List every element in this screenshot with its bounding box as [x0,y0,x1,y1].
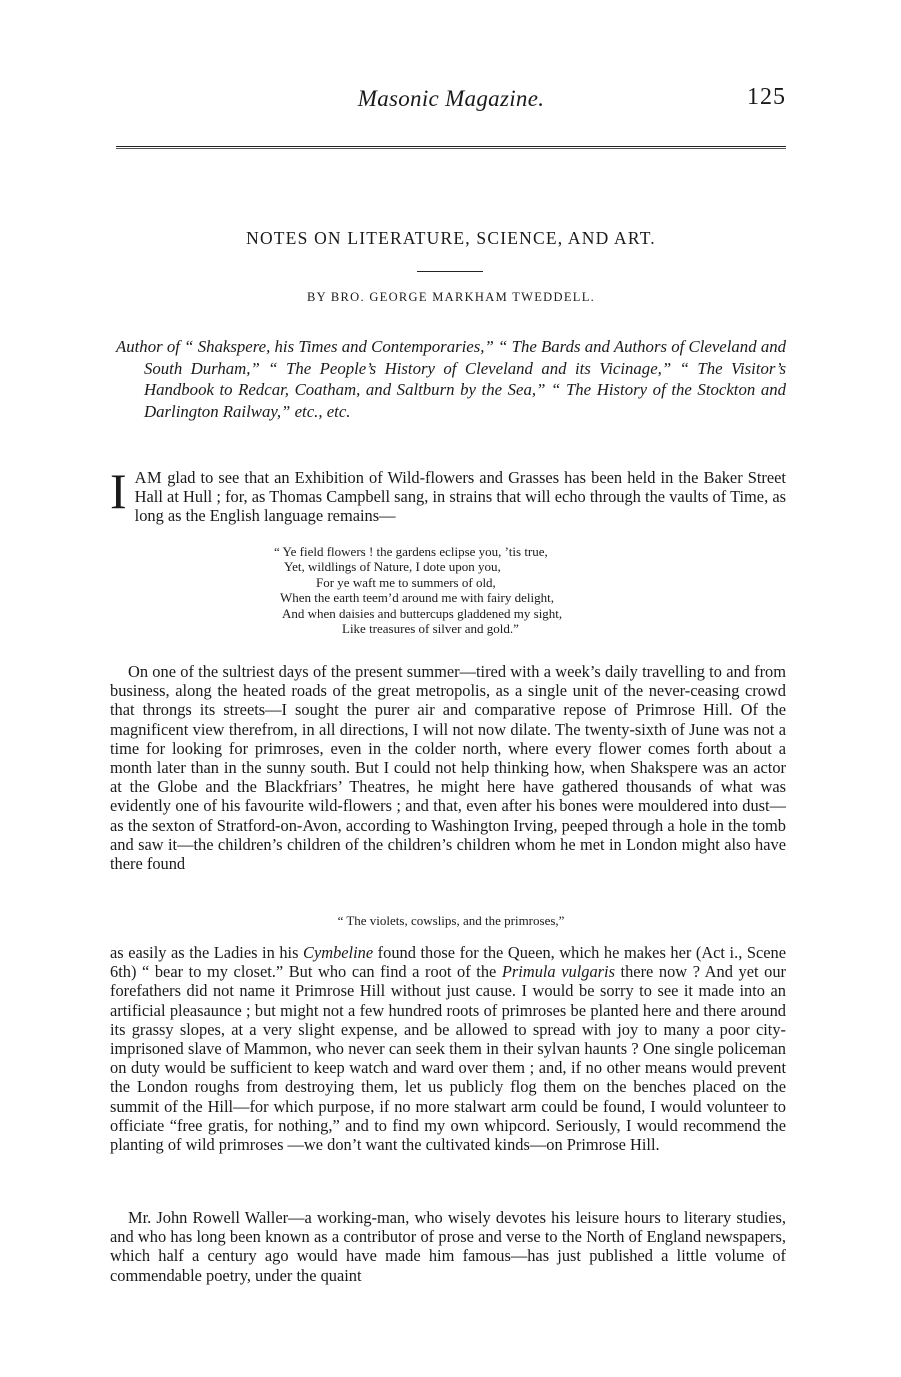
paragraph-1-text: glad to see that an Exhibition of Wild-flowers and Grasses has been held in the Baker Street Hall at Hull ; for, as Thomas Campbell sang, in strains that will echo through the vaults of Time, as long as the English language remains— [134,468,786,526]
running-title: Masonic Magazine. [357,86,545,111]
poem-line: Like treasures of silver and gold.” [342,621,519,637]
shakespeare-quote: “ The violets, cowslips, and the primroses,” [337,913,565,928]
page-number: 125 [747,84,786,110]
cymbeline-title: Cymbeline [303,943,374,962]
paragraph-1 [110,463,786,526]
poem-line: And when daisies and buttercups gladdened my sight, [282,605,563,621]
header-rule [116,146,786,149]
paragraph-1-lead: AM [134,468,163,487]
poem-quotation [116,544,786,636]
poem-line: Yet, wildlings of Nature, I dote upon you, [284,559,501,575]
poem-line: For ye waft me to summers of old, [316,574,496,590]
paragraph-2: On one of the sultriest days of the present summer—tired with a week’s daily travelling to and from business, along the heated roads of the great metropolis, as a single unit of the never-ceasing crowd that throngs its streets—I sought the purer air and comparative repose of Primrose Hill. Of the magnificent view therefrom, in all directions, I will not now dilate. The twenty-sixth of June was not a time for looking for primroses, even in the colder north, where every flower comes forth about a month later than in the sunny south. But I could not help thinking how, when Shakspere was an actor at the Globe and the Blackfriars’ Theatres, he might here have gathered thousands of what was evidently one of his favourite wild-flowers ; and that, even after his bones were mouldered into dust—as the sexton of Stratford-on-Avon, according to Washington Irving, peeped through a hole in the tomb and saw it—the children’s children of the children’s children whom he met in London might also have there found [110,662,786,874]
primula-name: Primula vulgaris [501,962,615,982]
running-head [116,86,786,116]
paragraph-4: Mr. John Rowell Waller—a working-man, who wisely devotes his leisure hours to literary studies, and who has long been known as a contributor of prose and verse to the North of England newspapers, which half a century ago would have made him famous—has just published a little volume of commendable poetry, under the quaint [110,1208,786,1285]
poem-line: “ Ye field flowers ! the gardens eclipse you, ’tis true, [274,544,548,559]
author-works: Author of “ Shakspere, his Times and Contemporaries,” “ The Bards and Authors of Cleveland and South Durham,” “ The People’s History of Cleveland and its Vicinage,” “ The Visitor’s Handbook to Redcar, Coatham, and Saltburn by the Sea,” “ The History of the Stockton and Darlington Railway,” etc., etc. [116,337,786,421]
drop-cap: I [110,463,127,519]
paragraph-3 [110,943,786,1154]
article-title: NOTES ON LITERATURE, SCIENCE, AND ART. [246,228,656,248]
byline: BY BRO. GEORGE MARKHAM TWEDDELL. [306,290,596,304]
paragraph-3-text: found those for the Queen, which he makes her (Act i., Scene 6th) “ bear to my closet.” But who can find a root of the [110,943,786,982]
poem-line: When the earth teem’d around me with fairy delight, [280,590,554,606]
paragraph-3-text: as easily as the Ladies in his [110,943,304,962]
title-divider [417,271,483,272]
paragraph-3-text: there now ? And yet our forefathers did not name it Primrose Hill without just cause. I would be sorry to see it made into an artificial pleasaunce ; but might not a few hundred roots of primroses be planted here and there around its grassy slopes, at a very slight expense, and be allowed to spread with joy to many a poor city-imprisoned slave of Mammon, who never can seek them in their sylvan haunts ? One single policeman on duty would be sufficient to keep watch and ward over them ; and, if no other means would prevent the London roughs from destroying them, let us publicly flog them on the benches placed on the summit of the Hill—for which purpose, if no more stalwart arm could be found, I would volunteer to officiate “free gratis, for nothing,” and to find my own whipcord. Seriously, I would recommend the planting of wild primroses —we don’t want the cultivated kinds—on Primrose Hill. [110,962,786,1155]
